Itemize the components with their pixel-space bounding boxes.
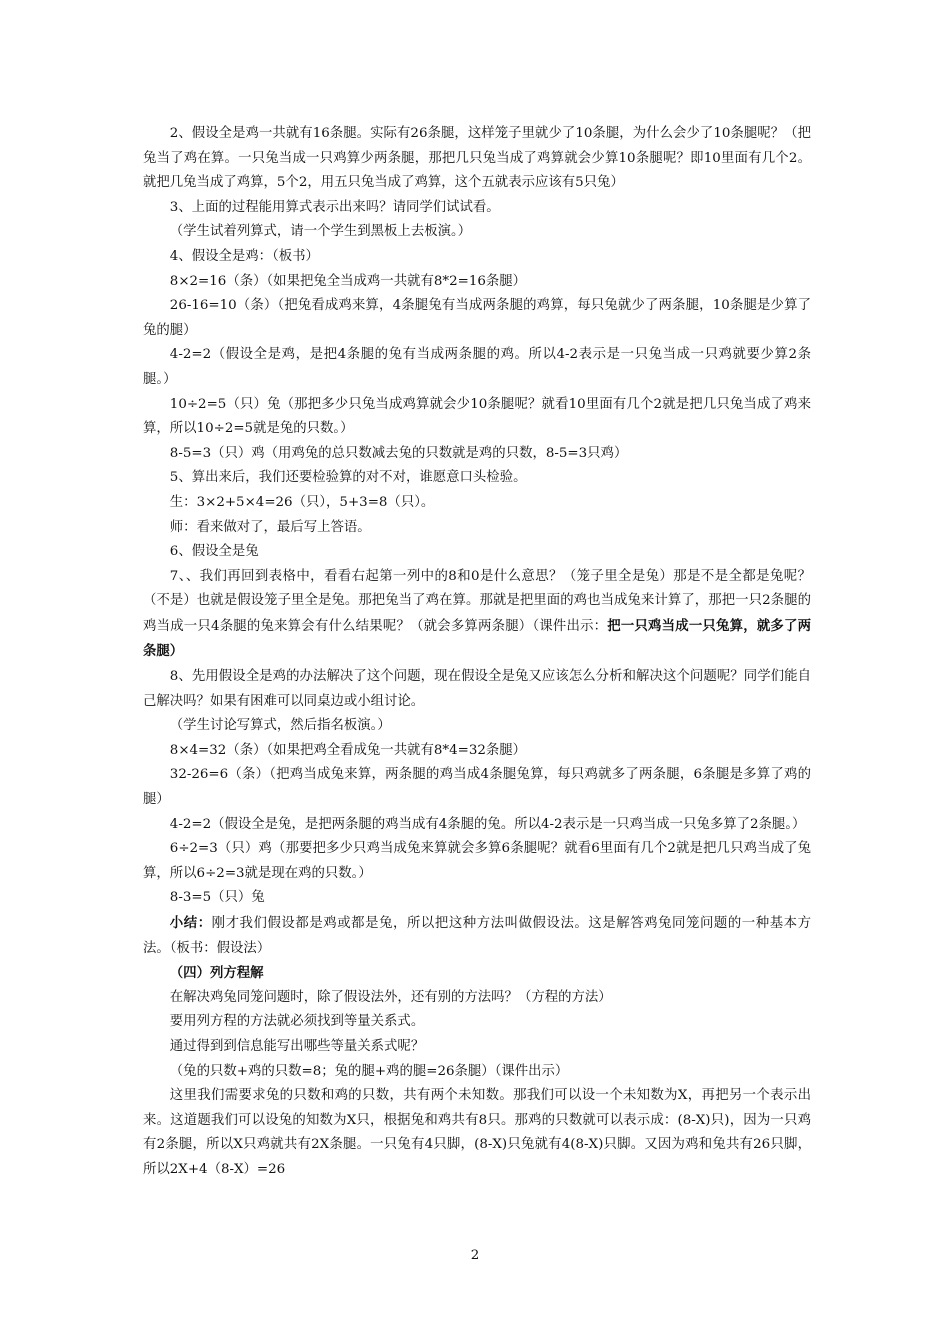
paragraph: 8-5=3（只）鸡（用鸡兔的总只数减去兔的只数就是鸡的只数，8-5=3只鸡） (169, 445, 628, 461)
paragraph-text: 刚才我们假设都是鸡或都是兔，所以把这种方法叫做假设法。这是解答鸡兔同笼问题的一种基本方法。（板书：假设法） (143, 916, 812, 956)
paragraph: 5、算出来后，我们还要检验算的对不对，谁愿意口头检验。 (169, 470, 527, 486)
paragraph: 6÷2=3（只）鸡（那要把多少只鸡当成兔来算就会多算6条腿呢？就看6里面有几个2就是把几只鸡当成了兔算，所以6÷2=3就是现在鸡的只数。） (143, 841, 811, 881)
paragraph: （兔的只数+鸡的只数=8；兔的腿+鸡的腿=26条腿）（课件出示） (169, 1063, 569, 1079)
summary-lead: 小结： (169, 915, 212, 931)
paragraph: 8×4=32（条）（如果把鸡全看成兔一共就有8*4=32条腿） (169, 742, 527, 758)
paragraph: 4-2=2（假设全是兔，是把两条腿的鸡当成有4条腿的兔。所以4-2表示是一只鸡当成一只兔多算了2条腿。） (169, 816, 806, 832)
paragraph: （学生试着列算式，请一个学生到黑板上去板演。） (169, 224, 472, 240)
paragraph (143, 565, 811, 665)
paragraph-bold-text: 把一只鸡当成一只兔算，就多了两条腿） (143, 617, 811, 660)
paragraph: 在解决鸡兔同笼问题时，除了假设法外，还有别的方法吗？（方程的方法） (169, 989, 612, 1005)
page-number: 2 (470, 1248, 480, 1263)
paragraph: 这里我们需要求兔的只数和鸡的只数，共有两个未知数。那我们可以设一个未知数为X，再把另一个表示出来。这道题我们可以设兔的知数为X只，根据兔和鸡共有8只。那鸡的只数就可以表示成：(8-X)只)，因为一只鸡有2条腿，所以X只鸡就共有2X条腿。一只兔有4只脚，(8-X)只兔就有4(8-X)只脚。又因为鸡和兔共有26只脚，所以2X+4（8-X）=26 (143, 1088, 811, 1177)
paragraph: 8-3=5（只）兔 (169, 890, 265, 906)
paragraph: 生：3×2+5×4=26（只），5+3=8（只）。 (169, 494, 435, 510)
paragraph: 4、假设全是鸡：（板书） (169, 248, 319, 264)
summary-paragraph (143, 911, 811, 961)
paragraph: 2、假设全是鸡一共就有16条腿。实际有26条腿，这样笼子里就少了10条腿，为什么会少了10条腿呢？（把兔当了鸡在算。一只兔当成一只鸡算少两条腿，那把几只兔当成了鸡算就会少算10条腿呢？即10里面有几个2。就把几兔当成了鸡算，5个2，用五只兔当成了鸡算，这个五就表示应该有5只兔） (143, 126, 811, 191)
paragraph: 要用列方程的方法就必须找到等量关系式。 (169, 1014, 425, 1030)
paragraph: 6、假设全是兔 (169, 544, 259, 560)
paragraph: 8、先用假设全是鸡的办法解决了这个问题，现在假设全是兔又应该怎么分析和解决这个问题呢？同学们能自己解决吗？如果有困难可以同桌边或小组讨论。 (143, 669, 811, 709)
paragraph: 10÷2=5（只）兔（那把多少只兔当成鸡算就会少10条腿呢？就看10里面有几个2就是把几只兔当成了鸡来算，所以10÷2=5就是兔的只数。） (143, 396, 811, 437)
paragraph: 师：看来做对了，最后写上答语。 (169, 519, 371, 535)
paragraph-text: 7、、我们再回到表格中，看看右起第一列中的8和0是什么意思？（笼子里全是兔）那是不是全都是兔呢？（不是）也就是假设笼子里全是兔。那把兔当了鸡在算。那就是把里面的鸡也当成兔来计算了，那把一只2条腿的鸡当成一只4条腿的兔来算会有什么结果呢？（就会多算两条腿）（课件出示： (143, 568, 811, 634)
paragraph: 26-16=10（条）（把兔看成鸡来算，4条腿兔有当成两条腿的鸡算，每只兔就少了两条腿，10条腿是少算了兔的腿） (143, 298, 811, 338)
paragraph: 4-2=2（假设全是鸡，是把4条腿的兔有当成两条腿的鸡。所以4-2表示是一只兔当成一只鸡就要少算2条腿。） (143, 347, 811, 387)
paragraph: （学生讨论写算式，然后指名板演。） (169, 718, 391, 734)
paragraph: 3、上面的过程能用算式表示出来吗？请同学们试试看。 (169, 199, 500, 215)
document-page (143, 122, 811, 1183)
paragraph: 通过得到到信息能写出哪些等量关系式呢？ (169, 1038, 425, 1054)
paragraph: 8×2=16（条）（如果把兔全当成鸡一共就有8*2=16条腿） (169, 273, 527, 289)
section-heading: （四）列方程解 (169, 965, 264, 982)
paragraph: 32-26=6（条）（把鸡当成兔来算，两条腿的鸡当成4条腿兔算，每只鸡就多了两条腿，6条腿是多算了鸡的腿） (143, 767, 811, 808)
